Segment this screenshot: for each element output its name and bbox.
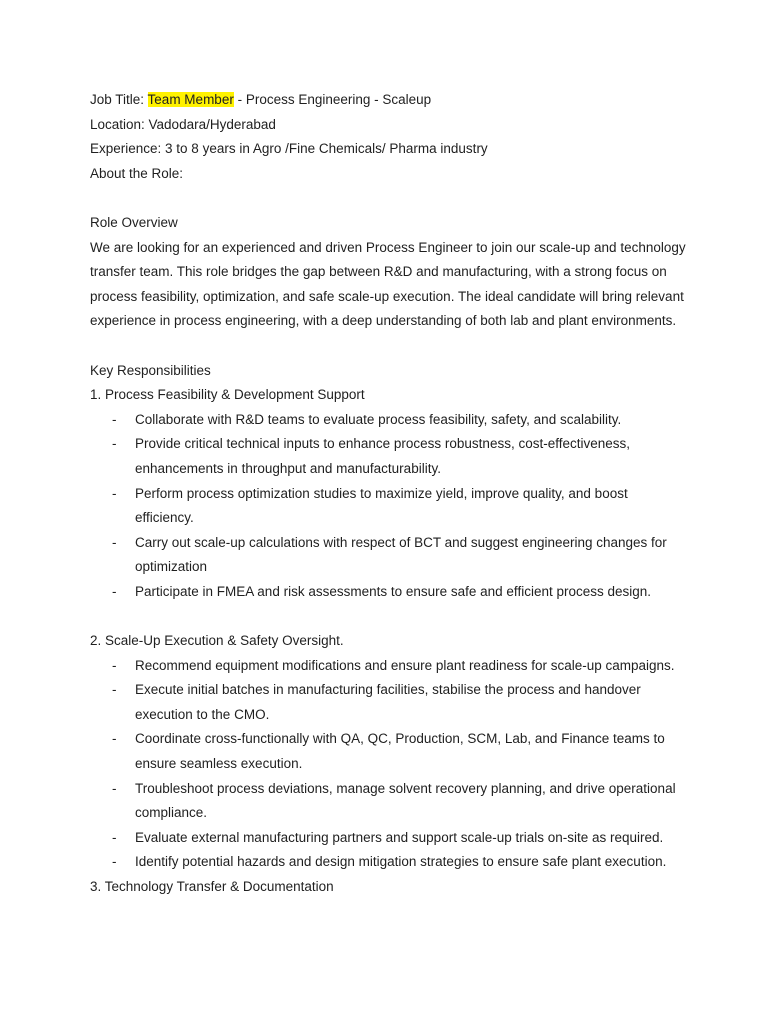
list-item (90, 654, 690, 679)
overview-line: transfer team. This role bridges the gap between R&D and manufacturing, with a strong focus on (90, 264, 667, 280)
list-item (90, 408, 690, 433)
spacer (90, 186, 690, 211)
experience-line: Experience: 3 to 8 years in Agro /Fine Chemicals/ Pharma industry (90, 141, 488, 157)
list-item-text: Identify potential hazards and design mitigation strategies to ensure safe plant execution. (135, 854, 667, 870)
bullet-dash: - (112, 682, 117, 698)
list-item (90, 482, 690, 531)
bullet-dash: - (112, 583, 117, 599)
list-item (90, 678, 690, 727)
document-page (90, 88, 690, 900)
list-item-text: Recommend equipment modifications and ensure plant readiness for scale-up campaigns. (135, 657, 675, 673)
list-item-text: Collaborate with R&D teams to evaluate process feasibility, safety, and scalability. (135, 411, 622, 427)
job-title-line (90, 88, 690, 113)
section-title: 3. Technology Transfer & Documentation (90, 879, 334, 894)
overview-line: We are looking for an experienced and driven Process Engineer to join our scale-up and technology (90, 239, 686, 255)
list-item-text: execution to the CMO. (135, 706, 270, 722)
section-title: 2. Scale-Up Execution & Safety Oversight. (90, 633, 344, 649)
list-item-text: Perform process optimization studies to maximize yield, improve quality, and boost (135, 485, 628, 501)
list-item (90, 432, 690, 481)
list-item-text: efficiency. (135, 510, 194, 526)
overview-line: experience in process engineering, with a deep understanding of both lab and plant environments. (90, 313, 677, 329)
list-item-text: Execute initial batches in manufacturing facilities, stabilise the process and handover (135, 682, 641, 698)
list-item (90, 580, 690, 605)
job-title-rest: - Process Engineering - Scaleup (233, 92, 432, 107)
overview-heading: Role Overview (90, 214, 178, 230)
bullet-dash: - (112, 657, 117, 673)
list-item-text: enhancements in throughput and manufacturability. (135, 460, 441, 476)
location-line: Location: Vadodara/Hyderabad (90, 116, 276, 132)
bullet-dash: - (112, 534, 117, 550)
list-item-text: optimization (135, 559, 208, 575)
bullet-dash: - (112, 829, 117, 845)
bullet-dash: - (112, 411, 117, 427)
spacer (90, 334, 690, 359)
list-item (90, 727, 690, 776)
spacer (90, 604, 690, 629)
responsibilities-sections (90, 383, 690, 899)
bullet-dash: - (112, 854, 117, 870)
list-item-text: Coordinate cross-functionally with QA, QC, Production, SCM, Lab, and Finance teams to (135, 731, 665, 747)
bullet-dash: - (112, 780, 117, 796)
about-line: About the Role: (90, 165, 184, 181)
list-item-text: ensure seamless execution. (135, 756, 303, 772)
list-item-text: compliance. (135, 805, 208, 821)
list-item (90, 531, 690, 580)
bullet-dash: - (112, 436, 117, 452)
overview-line: process feasibility, optimization, and safe scale-up execution. The ideal candidate will bring relevant (90, 288, 684, 304)
list-item (90, 826, 690, 851)
list-item-text: Troubleshoot process deviations, manage solvent recovery planning, and drive operational (135, 780, 676, 796)
bullet-dash: - (112, 731, 117, 747)
list-item-text: Participate in FMEA and risk assessments to ensure safe and efficient process design. (135, 583, 652, 599)
responsibilities-heading: Key Responsibilities (90, 362, 211, 378)
list-item (90, 850, 690, 875)
job-title-highlight: Team Member (147, 92, 234, 107)
job-title-label: Job Title: (90, 92, 148, 107)
list-item-text: Carry out scale-up calculations with respect of BCT and suggest engineering changes for (135, 534, 667, 550)
section-title: 1. Process Feasibility & Development Support (90, 387, 365, 403)
list-item-text: Provide critical technical inputs to enhance process robustness, cost-effectiveness, (135, 436, 631, 452)
bullet-dash: - (112, 485, 117, 501)
list-item-text: Evaluate external manufacturing partners and support scale-up trials on-site as required. (135, 829, 664, 845)
list-item (90, 777, 690, 826)
